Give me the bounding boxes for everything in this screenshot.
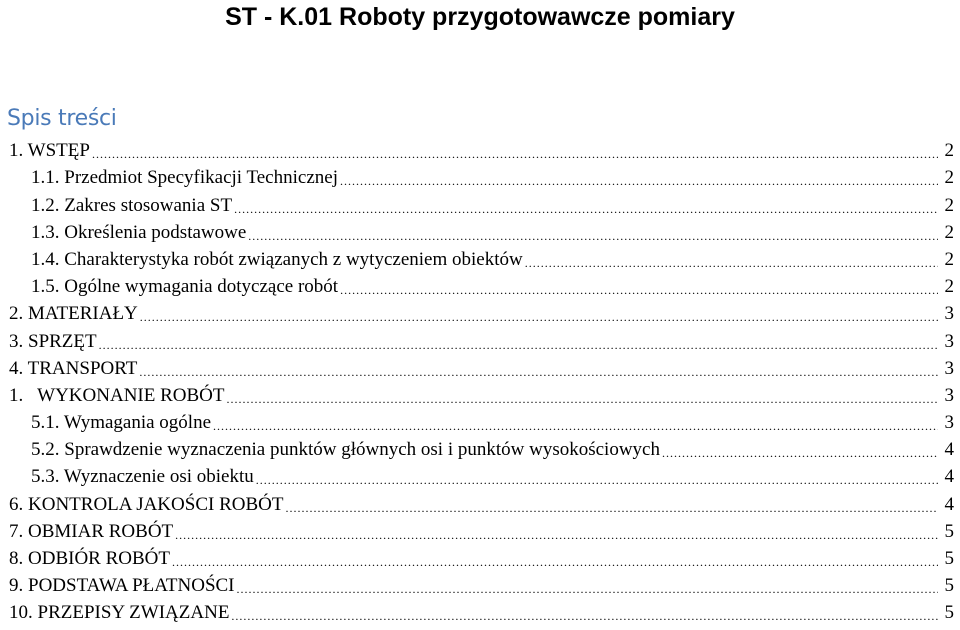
toc-dot-leader: [227, 392, 939, 406]
toc-entry[interactable]: [0, 222, 960, 249]
toc-dot-leader: [172, 555, 938, 569]
toc-entry-page-number[interactable]: 2: [944, 221, 954, 243]
toc-dot-leader: [256, 473, 938, 487]
toc-entry[interactable]: [0, 466, 960, 493]
toc-dot-leader: [662, 446, 938, 460]
toc-entry-label[interactable]: 1.4. Charakterystyka robót związanych z wytyczeniem obiektów: [31, 248, 523, 270]
toc-dot-leader: [231, 609, 938, 623]
toc-entry-label[interactable]: 1.2. Zakres stosowania ST: [31, 194, 233, 216]
toc-entry-label[interactable]: 6. KONTROLA JAKOŚCI ROBÓT: [9, 493, 284, 515]
toc-entry-page-number[interactable]: 4: [944, 439, 954, 461]
toc-entry-label[interactable]: 5.1. Wymagania ogólne: [31, 412, 212, 434]
toc-dot-leader: [285, 501, 938, 515]
toc-dot-leader: [248, 229, 938, 243]
toc-entry-page-number[interactable]: 3: [944, 357, 954, 379]
toc-entry-label[interactable]: 1.1. Przedmiot Specyfikacji Technicznej: [31, 167, 338, 189]
toc-entry-page-number[interactable]: 3: [944, 412, 954, 434]
toc-entry[interactable]: [0, 575, 960, 602]
toc-entry-page-number[interactable]: 5: [944, 575, 954, 597]
toc-entry-page-number[interactable]: 2: [944, 167, 954, 189]
toc-entry-label[interactable]: 3. SPRZĘT: [9, 330, 97, 352]
toc-entry[interactable]: [0, 303, 960, 330]
toc-entry-label[interactable]: 4. TRANSPORT: [9, 357, 138, 379]
toc-entry[interactable]: [0, 602, 960, 629]
toc-entry[interactable]: [0, 439, 960, 466]
toc-entry-label[interactable]: 5.2. Sprawdzenie wyznaczenia punktów głównych osi i punktów wysokościowych: [31, 439, 660, 461]
toc-entry-page-number[interactable]: 2: [944, 248, 954, 270]
toc-entry-page-number[interactable]: 5: [944, 520, 954, 542]
toc-dot-leader: [140, 310, 938, 324]
toc-entry[interactable]: [0, 330, 960, 357]
toc-entry-page-number[interactable]: 3: [944, 330, 954, 352]
toc-entry-label[interactable]: 10. PRZEPISY ZWIĄZANE: [9, 602, 230, 624]
toc-dot-leader: [234, 202, 938, 216]
toc-entry-label[interactable]: 1.3. Określenia podstawowe: [31, 221, 247, 243]
toc-entry-label[interactable]: 7. OBMIAR ROBÓT: [9, 520, 174, 542]
toc-entry[interactable]: [0, 548, 960, 575]
toc-dot-leader: [92, 147, 938, 161]
toc-entry-label[interactable]: 1. WYKONANIE ROBÓT: [9, 384, 225, 406]
toc-entry-page-number[interactable]: 5: [944, 602, 954, 624]
toc-entry-page-number[interactable]: 2: [944, 276, 954, 298]
toc-entry[interactable]: [0, 385, 960, 412]
toc-entry-page-number[interactable]: 3: [944, 384, 954, 406]
toc-entry[interactable]: [0, 167, 960, 194]
toc-entry-label[interactable]: 1.5. Ogólne wymagania dotyczące robót: [31, 276, 339, 298]
toc-entry-page-number[interactable]: 4: [944, 466, 954, 488]
toc-entry[interactable]: [0, 249, 960, 276]
toc-entry[interactable]: [0, 140, 960, 167]
toc-entry-page-number[interactable]: 5: [944, 548, 954, 569]
toc-entry-page-number[interactable]: 4: [944, 493, 954, 515]
toc-dot-leader: [99, 338, 938, 352]
toc-dot-leader: [340, 174, 938, 188]
toc-entry[interactable]: [0, 194, 960, 221]
toc-entry-page-number[interactable]: 3: [944, 303, 954, 325]
table-of-contents: [0, 140, 960, 629]
toc-dot-leader: [525, 256, 938, 270]
toc-entry-label[interactable]: 1. WSTĘP: [9, 140, 90, 162]
toc-entry-label[interactable]: 5.3. Wyznaczenie osi obiektu: [31, 466, 254, 488]
document-title: ST - K.01 Roboty przygotowawcze pomiary: [225, 3, 735, 31]
toc-entry-label[interactable]: 8. ODBIÓR ROBÓT: [9, 548, 170, 569]
toc-entry[interactable]: [0, 521, 960, 548]
toc-entry[interactable]: [0, 412, 960, 439]
toc-entry[interactable]: [0, 358, 960, 385]
toc-entry[interactable]: [0, 276, 960, 303]
toc-entry-label[interactable]: 2. MATERIAŁY: [9, 303, 138, 325]
toc-heading: Spis treści: [7, 106, 117, 131]
toc-entry-page-number[interactable]: 2: [944, 194, 954, 216]
toc-dot-leader: [213, 419, 938, 433]
toc-dot-leader: [139, 365, 938, 379]
toc-entry-label[interactable]: 9. PODSTAWA PŁATNOŚCI: [9, 575, 235, 597]
toc-dot-leader: [237, 582, 938, 596]
toc-dot-leader: [340, 283, 938, 297]
toc-dot-leader: [175, 528, 938, 542]
toc-entry[interactable]: [0, 493, 960, 520]
toc-entry-page-number[interactable]: 2: [944, 140, 954, 162]
